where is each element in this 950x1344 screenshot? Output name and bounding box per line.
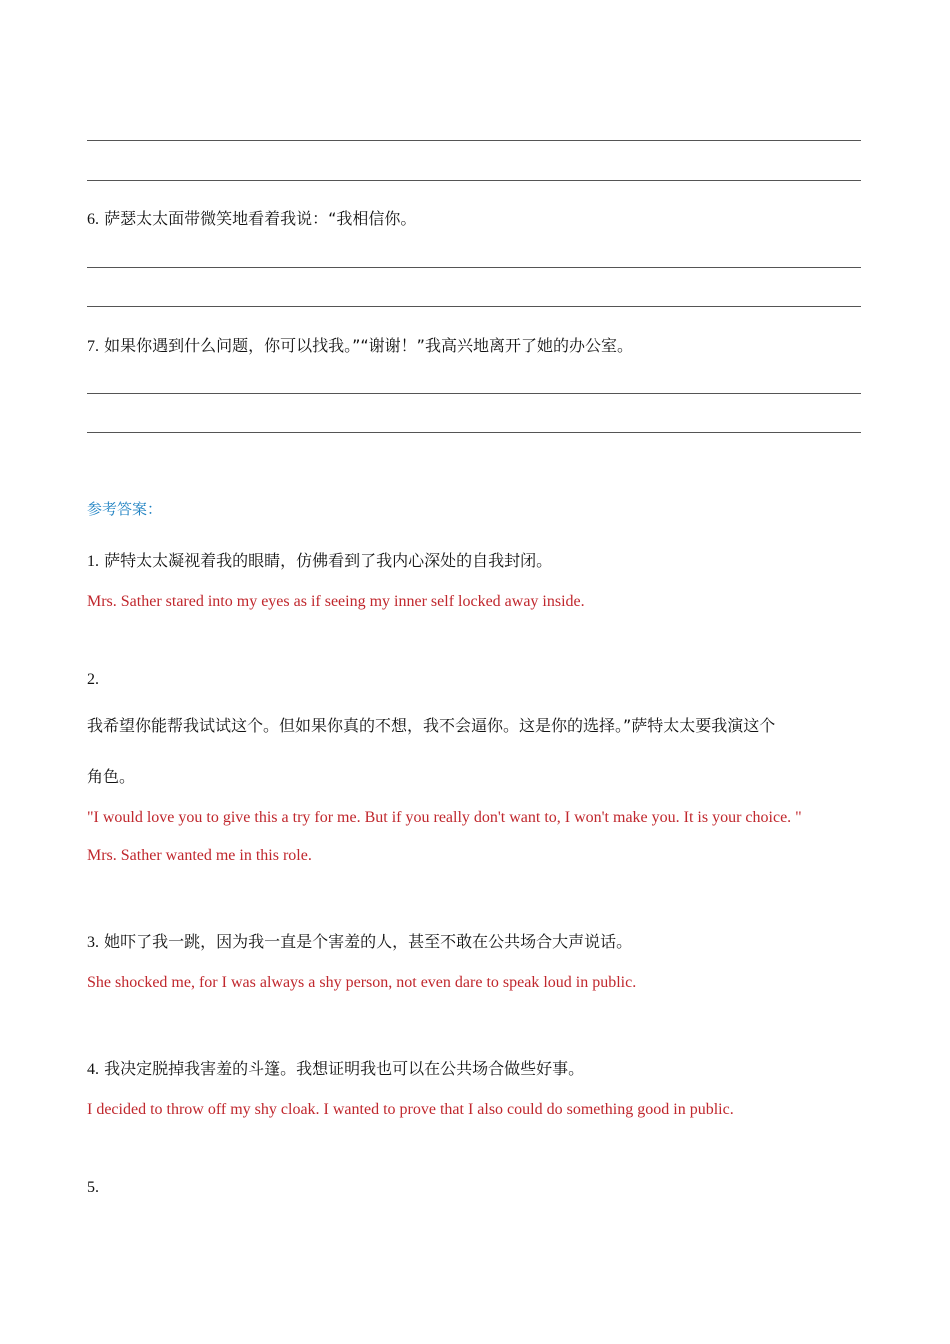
answers-header: 参考答案：	[87, 500, 163, 518]
question-text: 萨瑟太太面带微笑地看着我说：“我相信你。	[104, 209, 417, 228]
answer-4-en: I decided to throw off my shy cloak. I wanted to prove that I also could do something good in public.	[87, 1101, 734, 1118]
answer-3-en: She shocked me, for I was always a shy person, not even dare to speak loud in public.	[87, 974, 637, 991]
answer-2-zh-line2: 角色。	[87, 767, 136, 786]
question-7	[87, 333, 633, 356]
answer-number: 3.	[87, 934, 99, 951]
answer-zh-text: 我决定脱掉我害羞的斗篷。我想证明我也可以在公共场合做些好事。	[104, 1059, 585, 1078]
answer-line	[87, 393, 861, 394]
answer-line	[87, 180, 861, 181]
answer-4-zh	[87, 1056, 584, 1079]
answer-2-zh-line1: 我希望你能帮我试试这个。但如果你真的不想，我不会逼你。这是你的选择。”萨特太太要我演这个	[87, 716, 776, 735]
answer-3-zh	[87, 929, 632, 952]
answer-1-en: Mrs. Sather stared into my eyes as if seeing my inner self locked away inside.	[87, 593, 585, 610]
answer-2-number	[87, 669, 99, 689]
answer-2-en-line1: "I would love you to give this a try for me. But if you really don't want to, I won't make you. It is your choice. "	[87, 809, 802, 826]
answer-1-zh	[87, 548, 552, 571]
answer-line	[87, 140, 861, 141]
answer-number: 2.	[87, 671, 99, 688]
answer-number: 5.	[87, 1179, 99, 1196]
answer-5-number	[87, 1177, 99, 1197]
answer-zh-text: 萨特太太凝视着我的眼睛，仿佛看到了我内心深处的自我封闭。	[104, 551, 553, 570]
answer-zh-text: 她吓了我一跳，因为我一直是个害羞的人，甚至不敢在公共场合大声说话。	[104, 932, 633, 951]
question-text: 如果你遇到什么问题，你可以找我。”“谢谢！”我高兴地离开了她的办公室。	[104, 336, 633, 355]
question-number: 6.	[87, 211, 99, 228]
answer-2-en-line2: Mrs. Sather wanted me in this role.	[87, 847, 312, 864]
answer-number: 1.	[87, 553, 99, 570]
answer-line	[87, 432, 861, 433]
answer-line	[87, 306, 861, 307]
question-number: 7.	[87, 338, 99, 355]
answer-number: 4.	[87, 1061, 99, 1078]
question-6	[87, 206, 416, 229]
answer-line	[87, 267, 861, 268]
